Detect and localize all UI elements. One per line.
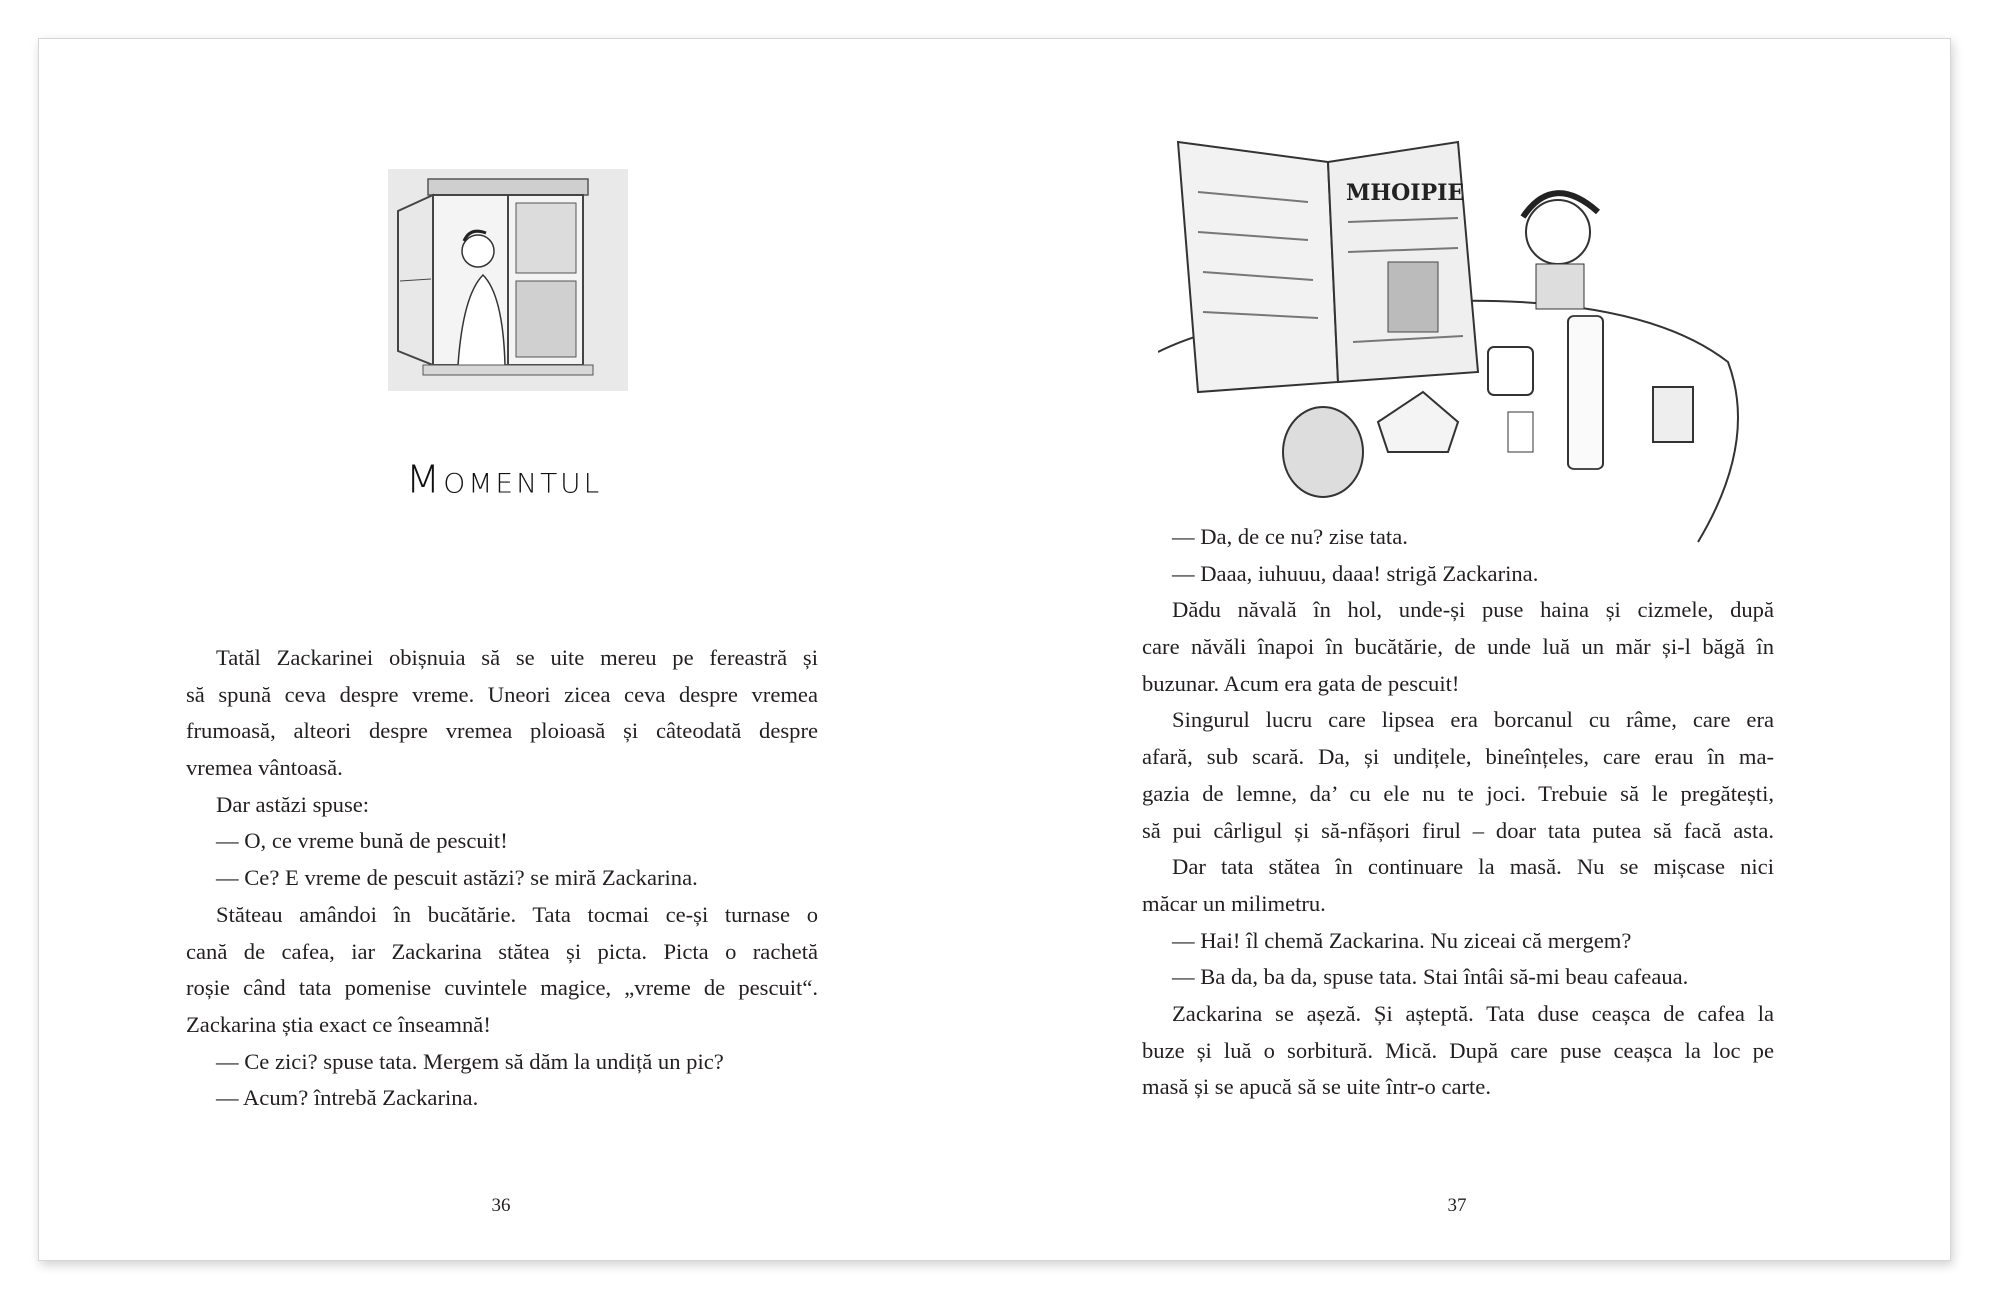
text-line: Zackarina se așeză. Și așteptă. Tata duse ceașca de cafea la	[1172, 1000, 1774, 1026]
text-line: — Ba da, ba da, spuse tata. Stai întâi să-mi beau cafeaua.	[1172, 964, 1689, 990]
text-line: buze și luă o sorbitură. Mică. După care puse ceașca la loc pe	[1142, 1037, 1774, 1063]
text-line: buzunar. Acum era gata de pescuit!	[1142, 670, 1460, 696]
text-line: Zackarina știa exact ce înseamnă!	[186, 1011, 491, 1037]
text-line: Dar tata stătea în continuare la masă. Nu se mișcase nici	[1172, 854, 1774, 880]
book-spread	[38, 38, 1951, 1261]
newspaper-masthead: MHOIPIE	[1346, 180, 1465, 206]
text-line: — O, ce vreme bună de pescuit!	[216, 828, 508, 854]
text-line: — Acum? întrebă Zackarina.	[216, 1085, 479, 1111]
text-line: frumoasă, alteori despre vremea ploioasă și câteodată despre	[186, 718, 818, 744]
right-page-text	[1142, 519, 1774, 1106]
window-illustration	[378, 161, 640, 399]
text-line: care năvăli înapoi în bucătărie, de unde luă un măr și-l băgă în	[1142, 634, 1774, 660]
text-line: să spună ceva despre vreme. Uneori zicea ceva despre vremea	[186, 681, 818, 707]
chapter-title: Momentul	[405, 458, 603, 502]
page-number-right: 37	[1447, 1195, 1467, 1216]
text-line: să pui cârligul și să-nfășori firul – doar tata putea să facă asta.	[1142, 817, 1774, 843]
text-line: Dar astăzi spuse:	[216, 791, 370, 817]
newspaper-breakfast-illustration	[1158, 122, 1758, 547]
text-line: masă și se apucă să se uite într-o carte.	[1142, 1074, 1491, 1100]
text-line: — Da, de ce nu? zise tata.	[1172, 524, 1408, 549]
text-line: Tatăl Zackarinei obișnuia să se uite mereu pe fereastră și	[216, 645, 818, 670]
left-page-text	[186, 640, 818, 1117]
text-line: roșie când tata pomenise cuvintele magice, „vreme de pescuit“.	[186, 975, 818, 1001]
text-line: — Ce? E vreme de pescuit astăzi? se miră Zackarina.	[216, 865, 698, 891]
text-line: Dădu năvală în hol, unde-și puse haina și cizmele, după	[1172, 597, 1774, 623]
text-line: afară, sub scară. Da, și undițele, bineînțeles, care erau în ma-	[1142, 744, 1774, 770]
text-line: — Ce zici? spuse tata. Mergem să dăm la undiță un pic?	[216, 1048, 724, 1074]
text-line: — Daaa, iuhuuu, daaa! strigă Zackarina.	[1172, 560, 1539, 586]
text-line: Stăteau amândoi în bucătărie. Tata tocmai ce-și turnase o	[216, 901, 818, 927]
text-line: gazia de lemne, da’ cu ele nu te joci. Trebuie să le pregătești,	[1142, 780, 1774, 806]
text-line: măcar un milimetru.	[1142, 890, 1326, 916]
text-line: — Hai! îl chemă Zackarina. Nu ziceai că mergem?	[1172, 927, 1632, 953]
text-line: Singurul lucru care lipsea era borcanul cu râme, care era	[1172, 707, 1774, 733]
text-line: cană de cafea, iar Zackarina stătea și picta. Picta o rachetă	[186, 938, 818, 964]
page-number-left: 36	[491, 1195, 511, 1216]
text-line: vremea vântoasă.	[186, 755, 343, 781]
